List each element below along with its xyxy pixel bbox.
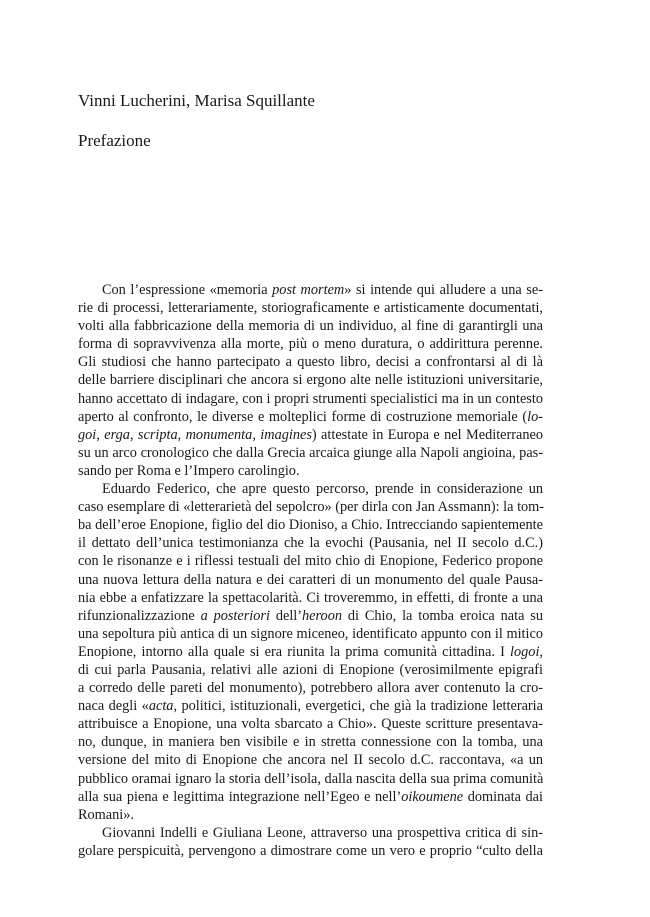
- paragraph: [78, 824, 543, 860]
- chapter-authors: Vinni Lucherini, Marisa Squillante: [78, 91, 315, 110]
- text-run: ,: [252, 426, 261, 443]
- text-run: , politici, istituzionali, evergetici, che già la tradizione letteraria: [173, 698, 544, 715]
- text-line: [78, 607, 543, 625]
- text-run: rifunzionalizzazione: [78, 607, 201, 624]
- text-run: aperto al confronto, le diverse e molteplici forme di costruzione memoriale (: [78, 408, 528, 425]
- text-run: nia ebbe a enfatizzare la spettacolarità. Ci troveremmo, in effetti, di fronte a una: [78, 589, 543, 606]
- text-run: rie di processi, letterariamente, storiograficamente e artisticamente documentati,: [78, 300, 543, 317]
- text-run: volti alla fabbricazione della memoria di un individuo, al fine di garantirgli una: [78, 318, 543, 335]
- text-run: Enopione, intorno alla quale si era riunita la prima comunità cittadina. I: [78, 643, 511, 660]
- italic-term: lo-: [527, 408, 543, 425]
- text-line: [78, 824, 543, 842]
- text-line: [78, 534, 543, 552]
- text-line: [78, 679, 543, 697]
- text-line: [78, 462, 543, 480]
- italic-term: a posteriori: [200, 607, 270, 624]
- text-line: [78, 788, 543, 806]
- italic-term: post mortem: [272, 282, 345, 298]
- text-run: di cui parla Pausania, relativi alle azioni di Enopione (verosimilmente epigrafi: [78, 661, 543, 678]
- text-run: con le risonanze e i riflessi testuali del mito chio di Enopione, Federico propone: [78, 553, 543, 570]
- text-run: di Chio, la tomba eroica nata su: [342, 607, 543, 624]
- italic-term: oikoumene: [401, 788, 464, 805]
- text-line: [78, 806, 543, 824]
- text-run: ,: [539, 643, 543, 660]
- text-run: delle barriere disciplinari che ancora si ergono alte nelle istituzioni universitarie,: [78, 372, 543, 389]
- paragraph: [78, 281, 543, 480]
- text-run: dell’: [269, 607, 303, 624]
- text-run: attribuisce a Enopione, una volta sbarcato a Chio». Queste scritture presentava-: [78, 716, 543, 733]
- text-line: [78, 571, 543, 589]
- text-line: [78, 390, 543, 408]
- text-run: versione del mito di Enopione che ancora nel II secolo d.C. raccontava, «a un: [78, 752, 543, 769]
- text-line: [78, 842, 543, 860]
- italic-term: goi: [78, 426, 97, 443]
- text-run: dominata dai: [463, 788, 543, 805]
- text-line: [78, 770, 543, 788]
- italic-term: erga: [104, 426, 130, 443]
- text-run: il dettato dell’unica testimonianza che la evochi (Pausania, nel II secolo d.C.): [78, 535, 543, 552]
- text-run: forma di sopravvivenza alla morte, più o meno duratura, o addirittura perenne.: [78, 336, 543, 353]
- text-run: alla sua piena e legittima integrazione nell’Egeo e nell’: [78, 788, 402, 805]
- text-run: ) attestate in Europa e nel Mediterraneo: [311, 426, 544, 443]
- text-run: golare perspicuità, pervengono a dimostrare come un vero e proprio “culto della: [78, 842, 543, 859]
- text-line: [78, 625, 543, 643]
- text-line: [78, 715, 543, 733]
- text-line: [78, 498, 543, 516]
- text-line: [78, 751, 543, 769]
- text-line: [78, 661, 543, 679]
- text-run: una sepoltura più antica di un signore miceneo, identificato appunto con il mitico: [78, 625, 543, 642]
- text-run: hanno accettato di indagare, con i propri strumenti specialistici ma in un contesto: [78, 390, 543, 407]
- text-line: [78, 371, 543, 389]
- text-run: » si intende qui alludere a una se-: [344, 282, 543, 298]
- text-run: Con l’espressione «memoria: [102, 282, 273, 298]
- text-line: [78, 480, 543, 498]
- text-line: [78, 299, 543, 317]
- text-run: Eduardo Federico, che apre questo percorso, prende in considerazione un: [102, 481, 543, 498]
- text-line: [78, 444, 543, 462]
- chapter-title: Prefazione: [78, 131, 151, 150]
- text-line: [78, 733, 543, 751]
- italic-term: monumenta: [185, 426, 253, 443]
- text-line: [78, 643, 543, 661]
- italic-term: logoi: [510, 643, 540, 660]
- text-run: ,: [177, 426, 186, 443]
- text-run: Gli studiosi che hanno partecipato a questo libro, decisi a confrontarsi al di là: [78, 354, 543, 371]
- text-line: [78, 426, 543, 444]
- text-run: una nuova lettura della natura e dei caratteri di un monumento del quale Pausa-: [78, 571, 543, 588]
- text-line: [78, 353, 543, 371]
- text-run: sando per Roma e l’Impero carolingio.: [78, 462, 300, 479]
- text-run: Giovanni Indelli e Giuliana Leone, attraverso una prospettiva critica di sin-: [102, 824, 543, 841]
- text-line: [78, 281, 543, 299]
- paragraph: [78, 480, 543, 824]
- text-line: [78, 697, 543, 715]
- italic-term: scripta: [137, 426, 178, 443]
- text-line: [78, 589, 543, 607]
- text-run: pubblico oramai ignaro la storia dell’isola, dalla nascita della sua prima comunità: [78, 770, 544, 787]
- italic-term: imagines: [260, 426, 312, 443]
- text-run: Romani».: [78, 806, 134, 823]
- text-run: ba dell’eroe Enopione, figlio del dio Dioniso, a Chio. Intrecciando sapientemente: [78, 517, 543, 534]
- body-text: [78, 281, 543, 860]
- text-line: [78, 552, 543, 570]
- text-run: ,: [129, 426, 138, 443]
- text-run: ,: [96, 426, 105, 443]
- text-line: [78, 335, 543, 353]
- text-run: naca degli «: [78, 698, 149, 715]
- text-run: a corredo delle pareti del monumento), potrebbero allora aver contenuto la cro-: [78, 680, 543, 697]
- text-run: caso esemplare di «letterarietà del sepolcro» (per dirla con Jan Assmann): la tom-: [78, 499, 545, 516]
- text-line: [78, 516, 543, 534]
- text-line: [78, 408, 543, 426]
- italic-term: acta: [148, 698, 174, 715]
- text-line: [78, 317, 543, 335]
- text-run: su un arco cronologico che dalla Grecia arcaica giunge alla Napoli angioina, pas-: [78, 444, 543, 461]
- text-run: no, dunque, in maniera ben visibile e in stretta connessione con la tomba, una: [78, 734, 543, 751]
- italic-term: heroon: [302, 607, 343, 624]
